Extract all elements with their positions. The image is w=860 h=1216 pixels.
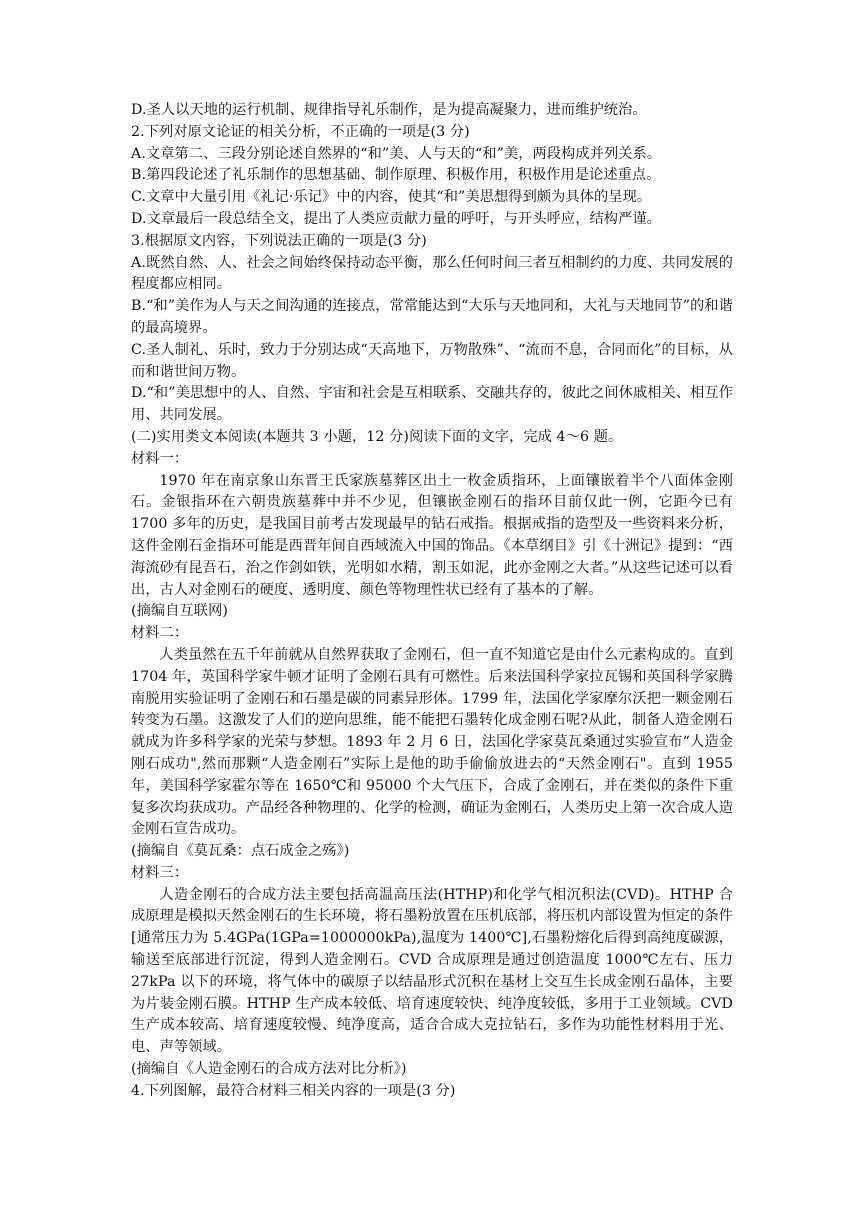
material-3-source: (摘编自《人造金刚石的合成方法对比分析》) — [131, 1061, 407, 1078]
q2-stem: 2.下列对原文论证的相关分析，不正确的一项是(3 分) — [131, 123, 470, 140]
material-1-source: (摘编自互联网) — [131, 603, 228, 620]
q3-option-d: D.“和”美思想中的人、自然、宇宙和社会是互相联系、交融共存的，彼此之间休戚相关、相互作用、共同发展。 — [131, 385, 733, 424]
q2-option-d: D.文章最后一段总结全文，提出了人类应贡献力量的呼吁，与开头呼应，结构严谨。 — [131, 210, 661, 227]
material-3-label: 材料三： — [131, 864, 189, 881]
exam-page — [131, 100, 733, 1103]
q3-option-c: C.圣人制礼、乐时，致力于分别达成“天高地下，万物散殊”、“流而不息，合同而化”的目标，从而和谐世间万物。 — [131, 341, 733, 380]
material-2-source: (摘编自《莫瓦桑：点石成金之殇》) — [131, 843, 350, 860]
q2-option-a: A.文章第二、三段分别论述自然界的“和”美、人与天的“和”美，两段构成并列关系。 — [131, 145, 662, 162]
q1-option-d: D.圣人以天地的运行机制、规律指导礼乐制作，是为提高凝聚力，进而维护统治。 — [131, 102, 647, 118]
q3-option-b: B.“和”美作为人与天之间沟通的连接点，常常能达到“大乐与天地同和，大礼与天地同节”的和谐的最高境界。 — [131, 298, 733, 336]
q3-option-a: A.既然自然、人、社会之间始终保持动态平衡，那么任何时间三者互相制约的力度、共同发展的程度都应相同。 — [131, 254, 733, 293]
section-heading: (二)实用类文本阅读(本题共 3 小题，12 分)阅读下面的文字，完成 4～6 题。 — [131, 428, 623, 445]
q2-option-b: B.第四段论述了礼乐制作的思想基础、制作原理、积极作用，积极作用是论述重点。 — [131, 167, 661, 184]
material-2-body: 人类虽然在五千年前就从自然界获取了金刚石，但一直不知道它是由什么元素构成的。直到 1704 年，英国科学家牛顿才证明了金刚石具有可燃性。后来法国科学家拉瓦锡和英国科学家腾南脱用实验证明了金刚石和石墨是碳的同素异形体。1799 年，法国化学家摩尔沃把一颗金刚石转变为石墨。这激发了人们的逆向思维，能不能把石墨转化成金刚石呢?从此，制备人造金刚石就成为许多科学家的光荣与梦想。1893 年 2 月 6 日，法国化学家莫瓦桑通过实验宣布“人造金刚石成功",然而那颗“人造金刚石”实际上是他的助手偷偷放进去的“天然金刚石"。直到 1955 年，美国科学家霍尔等在 1650℃和 95000 个大气压下，合成了金刚石，并在类似的条件下重复多次均获成功。产品经各种物理的、化学的检测，确证为金刚石，人类历史上第一次合成人造金刚石宣告成功。 — [131, 646, 733, 838]
q2-option-c: C.文章中大量引用《礼记·乐记》中的内容，使其“和”美思想得到颇为具体的呈现。 — [131, 189, 652, 206]
material-3-body: 人造金刚石的合成方法主要包括高温高压法(HTHP)和化学气相沉积法(CVD)。HTHP 合成原理是模拟天然金刚石的生长环境，将石墨粉放置在压机底部，将压机内部设置为恒定的条件[通常压力为 5.4GPa(1GPa=1000000kPa),温度为 1400℃],石墨粉熔化后得到高纯度碳源，输送至底部进行沉淀，得到人造金刚石。CVD 合成原理是通过创造温度 1000℃左右、压力 27kPa 以下的环境，将气体中的碳原子以结晶形式沉积在基材上交互生长成金刚石晶体，主要为片装金刚石膜。HTHP 生产成本较低、培育速度较快、纯净度较低，多用于工业领域。CVD 生产成本较高、培育速度较慢、纯净度高，适合合成大克拉钻石，多作为功能性材料用于光、电、声等领域。 — [131, 886, 733, 1056]
q3-stem: 3.根据原文内容，下列说法正确的一项是(3 分) — [131, 232, 427, 249]
material-1-body: 1970 年在南京象山东晋王氏家族墓葬区出土一枚金质指环，上面镶嵌着半个八面体金刚石。金银指环在六朝贵族墓葬中并不少见，但镶嵌金刚石的指环目前仅此一例，它距今已有 1700 多年的历史，是我国目前考古发现最早的钻石戒指。根据戒指的造型及一些资料来分析，这件金刚石金指环可能是西晋年间自西域流入中国的饰品。《本草纲目》引《十洲记》提到：“西海流砂有昆吾石，治之作剑如铁，光明如水精，割玉如泥，此亦金刚之大者。”从这些记述可以看出，古人对金刚石的硬度、透明度、颜色等物理性状已经有了基本的了解。 — [131, 472, 733, 598]
material-1-label: 材料一： — [131, 450, 189, 467]
q4-stem: 4.下列图解，最符合材料三相关内容的一项是(3 分) — [131, 1082, 456, 1099]
material-2-label: 材料二： — [131, 625, 189, 642]
